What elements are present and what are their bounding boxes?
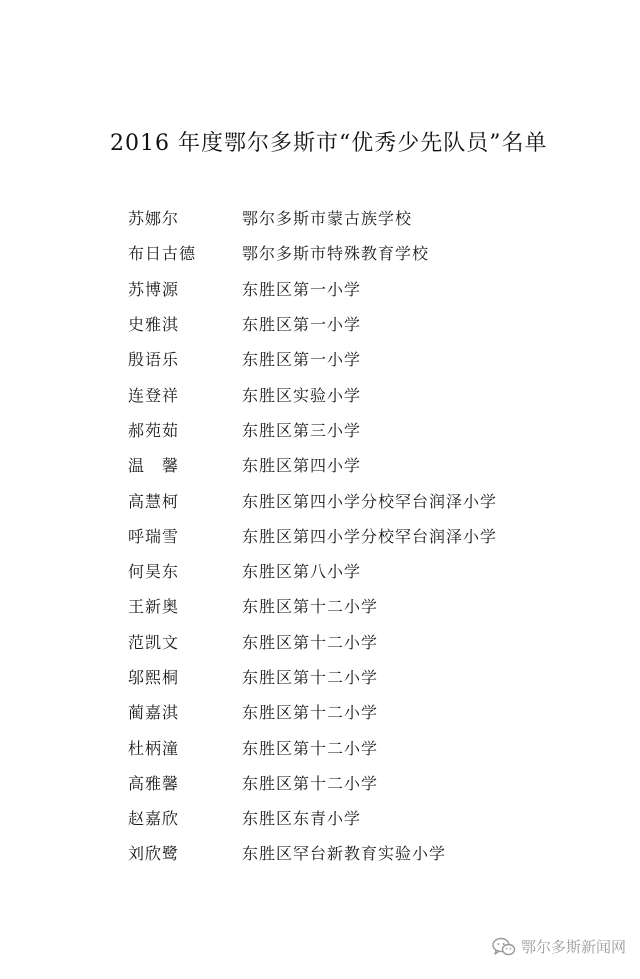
school-name: 东胜区第十二小学 xyxy=(242,738,379,758)
student-name: 何昊东 xyxy=(128,562,180,582)
student-name: 布日古德 xyxy=(128,244,197,264)
student-name: 苏娜尔 xyxy=(128,209,180,229)
honor-list xyxy=(128,200,608,871)
student-name: 范凯文 xyxy=(128,632,180,652)
list-item xyxy=(128,306,608,341)
watermark-text: 鄂尔多斯新闻网 xyxy=(520,938,626,956)
list-item xyxy=(128,518,608,553)
school-name: 东胜区第十二小学 xyxy=(242,703,379,723)
list-item xyxy=(128,553,608,588)
student-name: 高雅馨 xyxy=(128,773,180,793)
student-name: 史雅淇 xyxy=(128,315,180,335)
school-name: 东胜区第十二小学 xyxy=(242,597,379,617)
list-item xyxy=(128,200,608,235)
list-item xyxy=(128,835,608,870)
school-name: 东胜区实验小学 xyxy=(242,385,362,405)
source-watermark xyxy=(492,936,626,957)
student-name: 杜柄潼 xyxy=(128,738,180,758)
wechat-icon xyxy=(492,937,516,957)
school-name: 东胜区第四小学 xyxy=(242,456,362,476)
list-item xyxy=(128,694,608,729)
school-name: 东胜区第一小学 xyxy=(242,315,362,335)
student-name: 殷语乐 xyxy=(128,350,180,370)
school-name: 鄂尔多斯市蒙古族学校 xyxy=(242,209,413,229)
document-title: 2016 年度鄂尔多斯市“优秀少先队员”名单 xyxy=(110,131,548,156)
list-item xyxy=(128,235,608,270)
student-name: 王新奥 xyxy=(128,597,180,617)
list-item xyxy=(128,659,608,694)
list-item xyxy=(128,341,608,376)
list-item xyxy=(128,588,608,623)
student-name: 苏博源 xyxy=(128,279,180,299)
student-name: 呼瑞雪 xyxy=(128,526,180,546)
school-name: 东胜区第一小学 xyxy=(242,350,362,370)
list-item xyxy=(128,800,608,835)
list-item xyxy=(128,482,608,517)
list-item xyxy=(128,765,608,800)
list-item xyxy=(128,447,608,482)
school-name: 东胜区第十二小学 xyxy=(242,668,379,687)
list-item xyxy=(128,729,608,764)
school-name: 东胜区第四小学分校罕台润泽小学 xyxy=(242,526,498,546)
list-item xyxy=(128,624,608,659)
school-name: 东胜区罕台新教育实验小学 xyxy=(242,844,447,864)
student-name: 邬熙桐 xyxy=(128,668,180,687)
student-name: 蔺嘉淇 xyxy=(128,703,180,723)
school-name: 东胜区第十二小学 xyxy=(242,632,379,652)
student-name: 高慧柯 xyxy=(128,491,180,511)
list-item xyxy=(128,376,608,411)
school-name: 东胜区第八小学 xyxy=(242,562,362,582)
student-name: 温 馨 xyxy=(128,456,180,476)
list-item xyxy=(128,412,608,447)
student-name: 郝苑茹 xyxy=(128,420,180,440)
school-name: 东胜区第四小学分校罕台润泽小学 xyxy=(242,491,498,511)
list-item xyxy=(128,271,608,306)
school-name: 鄂尔多斯市特殊教育学校 xyxy=(242,244,430,264)
school-name: 东胜区东青小学 xyxy=(242,809,362,829)
school-name: 东胜区第三小学 xyxy=(242,420,362,440)
student-name: 连登祥 xyxy=(128,385,180,405)
school-name: 东胜区第十二小学 xyxy=(242,773,379,793)
student-name: 赵嘉欣 xyxy=(128,809,180,829)
school-name: 东胜区第一小学 xyxy=(242,279,362,299)
student-name: 刘欣鹭 xyxy=(128,844,180,864)
